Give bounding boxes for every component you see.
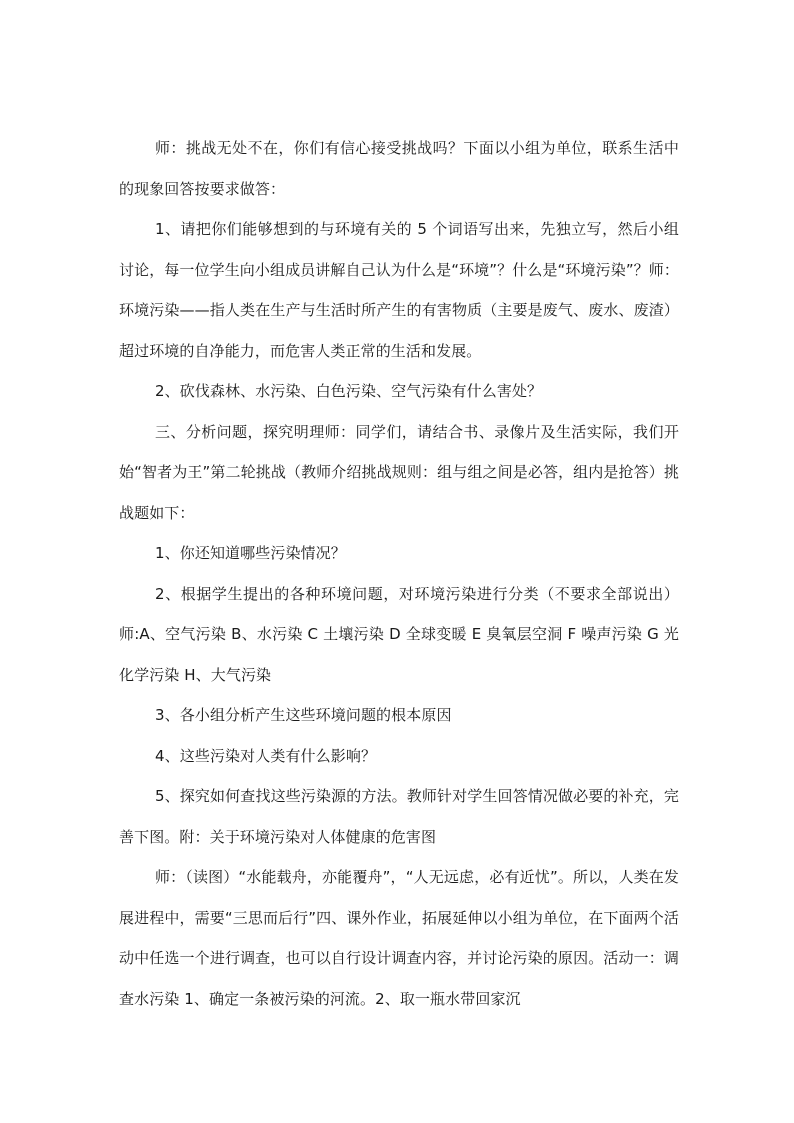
paragraph-question-3: 3、各小组分析产生这些环境问题的根本原因 [155,706,452,724]
paragraph-intro: 师：挑战无处不在，你们有信心接受挑战吗？下面以小组为单位，联系生活中的现象回答按要求做答： [119,139,679,198]
paragraph-question-2: 2、根据学生提出的各种环境问题，对环境污染进行分类（不要求全部说出）师:A、空气污染 B、水污染 C 土壤污染 D 全球变暖 E 臭氧层空洞 F 噪声污染 G 光化学污染 H、大气污染 [119,584,679,684]
paragraph-question-5: 5、探究如何查找这些污染源的方法。教师针对学生回答情况做必要的补充，完善下图。附：关于环境污染对人体健康的危害图 [119,787,679,846]
paragraph-question-1: 1、你还知道哪些污染情况？ [155,544,346,562]
paragraph-conclusion: 师：（读图）“水能载舟，亦能覆舟”，“人无远虑，必有近忧”。所以，人类在发展进程中，需要“三思而后行”四、课外作业，拓展延伸以小组为单位，在下面两个活动中任选一个进行调查，也可以自行设计调查内容，并讨论污染的原因。活动一：调查水污染 1、确定一条被污染的河流。2、取一瓶水带回家沉 [119,868,679,1008]
paragraph-question-4: 4、这些污染对人类有什么影响？ [155,746,377,765]
paragraph-section-3: 三、分析问题，探究明理师：同学们，请结合书、录像片及生活实际，我们开始“智者为王”第二轮挑战（教师介绍挑战规则：组与组之间是必答，组内是抢答）挑战题如下： [119,422,679,522]
document-body [119,128,679,1019]
paragraph-task-2: 2、砍伐森林、水污染、白色污染、空气污染有什么害处？ [155,382,543,400]
paragraph-task-1: 1、请把你们能够想到的与环境有关的 5 个词语写出来，先独立写，然后小组讨论，每一位学生向小组成员讲解自己认为什么是“环境”？什么是“环境污染”？师：环境污染——指人类在生产与生活时所产生的有害物质（主要是废气、废水、废渣）超过环境的自净能力，而危害人类正常的生活和发展。 [119,220,679,360]
